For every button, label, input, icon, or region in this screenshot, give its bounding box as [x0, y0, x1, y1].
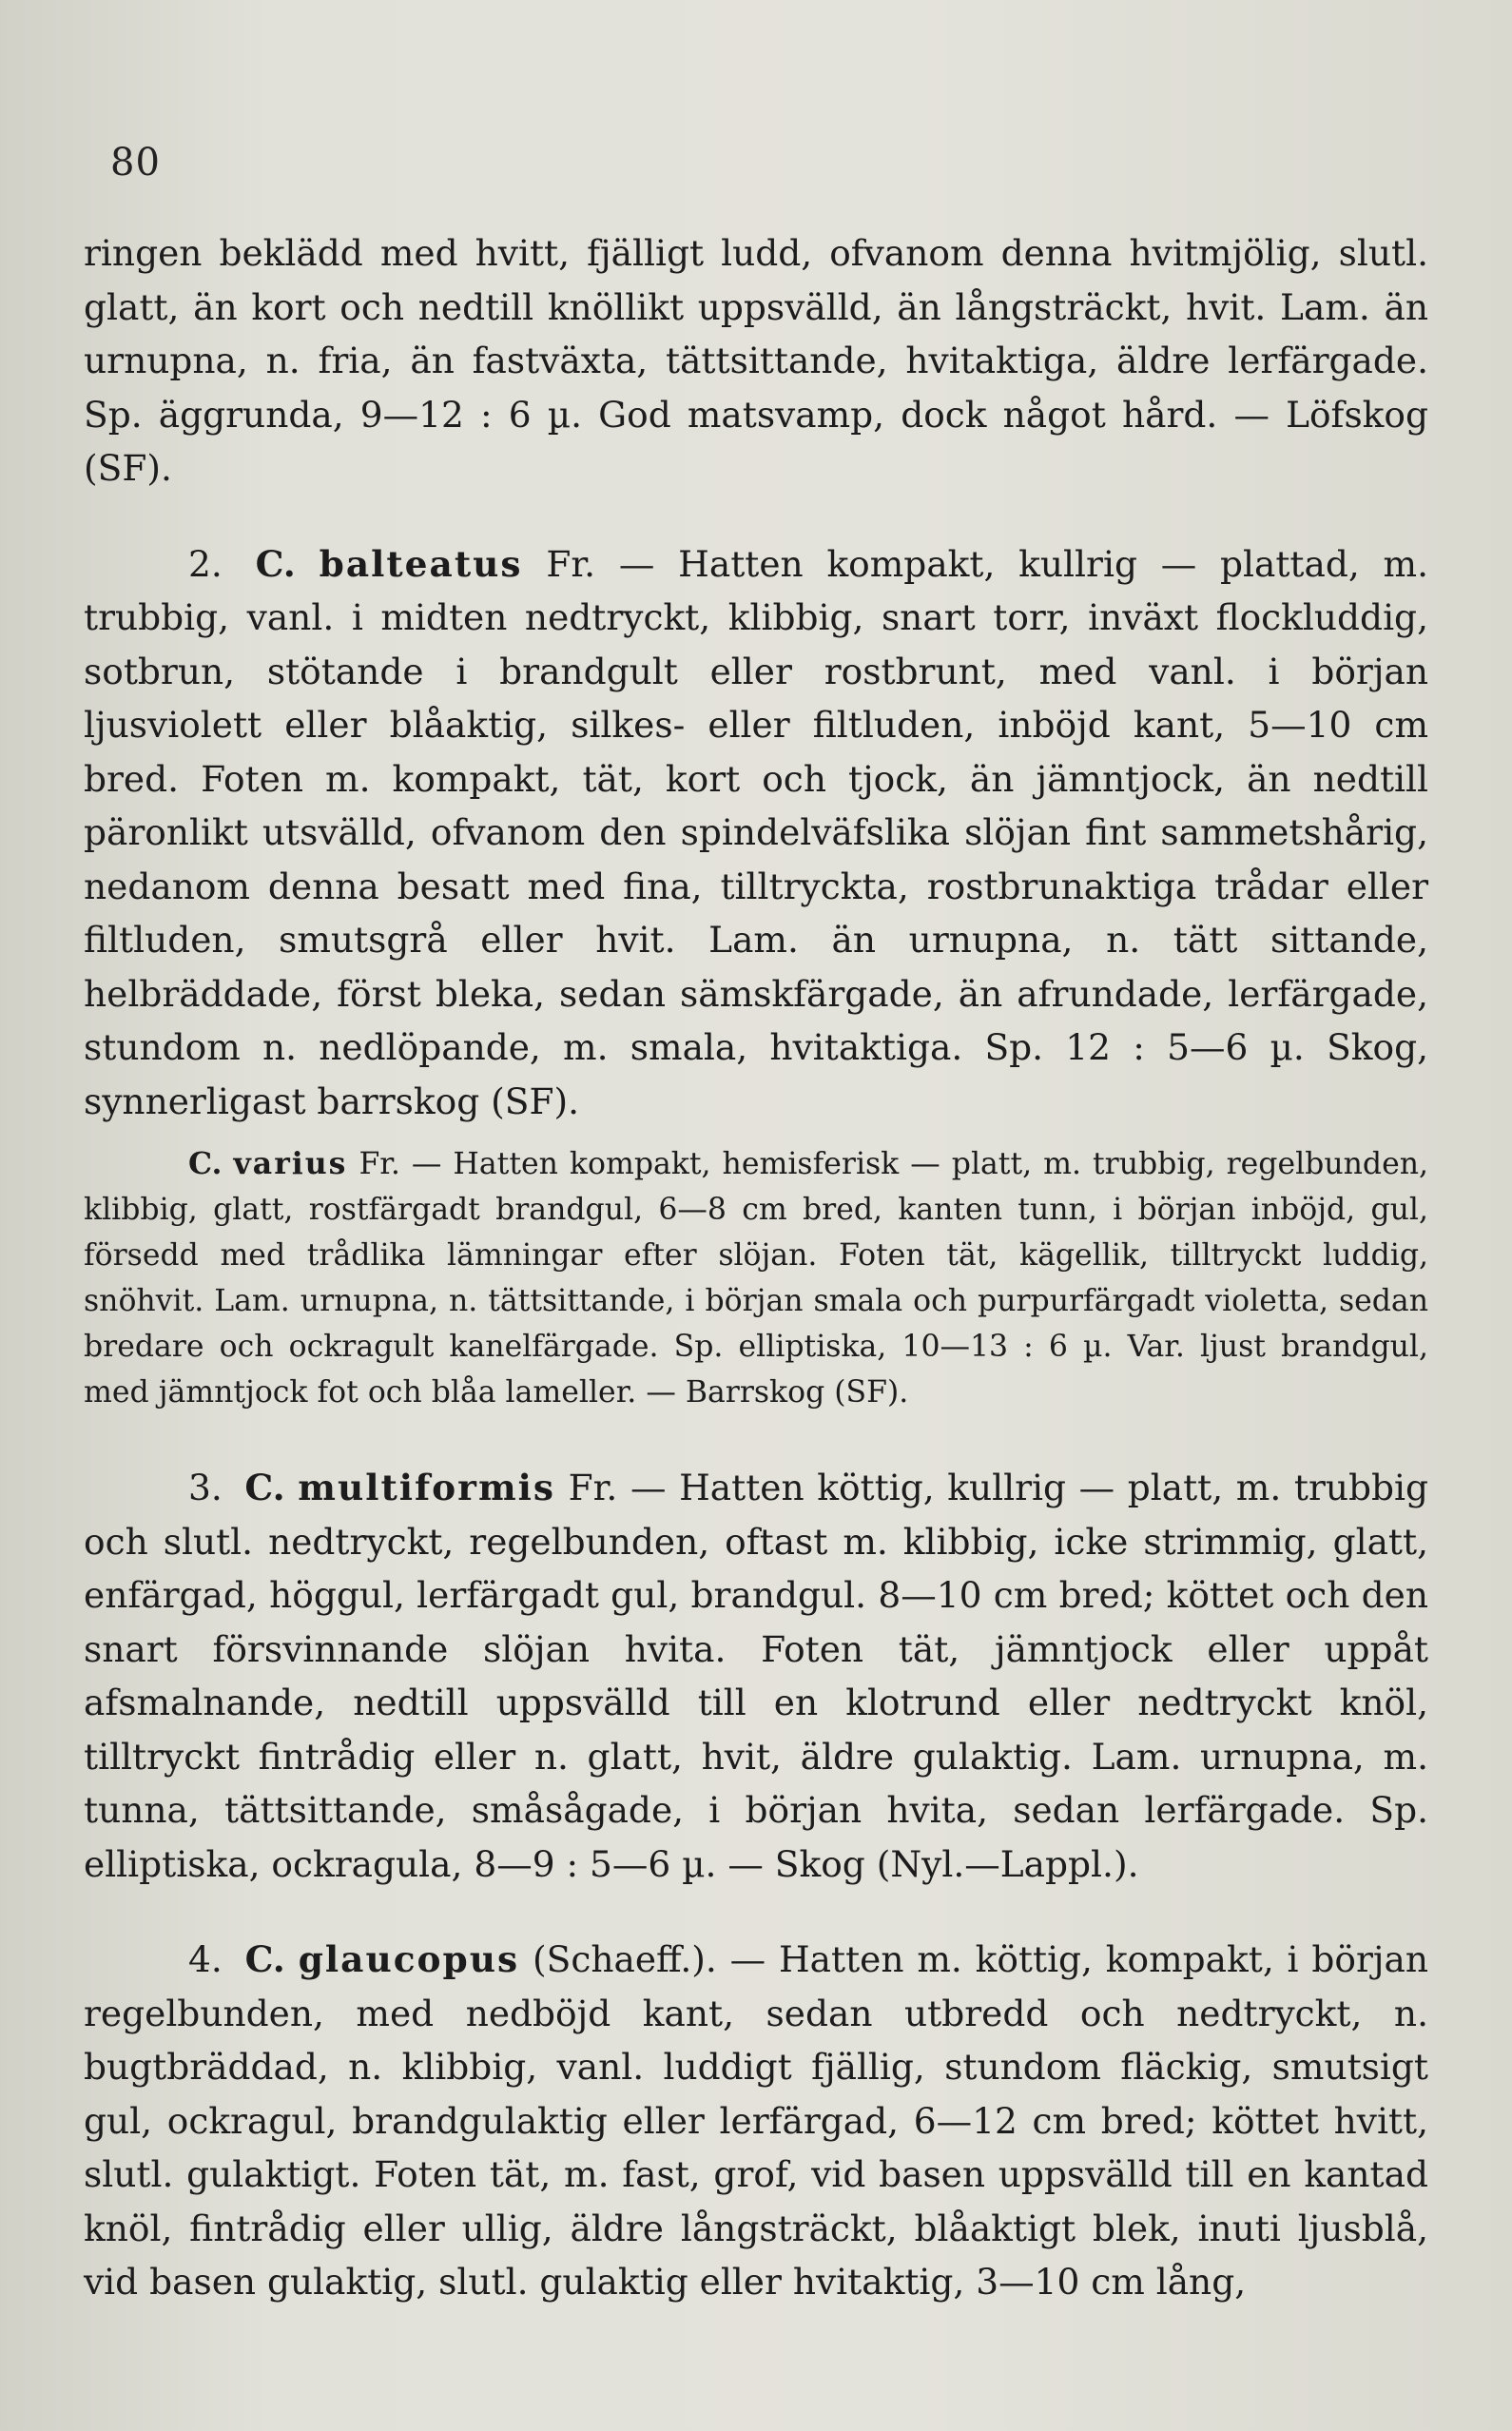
- genus-name: C.: [188, 1146, 223, 1181]
- entry-text: — Hatten köttig, kullrig — platt, m. trubbig och slutl. nedtryckt, regelbunden, oftast m. klibbig, icke strimmig, glatt, enfärgad, höggul, lerfärgadt gul, brandgul. 8—10 cm bred; köttet och den snart försvinnande slöjan hvita. Foten tät, jämntjock eller uppåt afsmalnande, nedtill uppsvälld till en klotrund eller nedtryckt knöl, tilltryckt fintrådig eller n. glatt, hvit, äldre gulaktig. Lam. urnupna, m. tunna, tättsittande, småsågade, i början hvita, sedan lerfärgade. Sp. elliptiska, ockragula, 8—9 : 5—6 µ. — Skog (Nyl.—Lappl.).: [84, 1467, 1429, 1885]
- entry-text: — Hatten kompakt, hemisferisk — platt, m. trubbig, regelbunden, klibbig, glatt, rostfärgadt brandgul, 6—8 cm bred, kanten tunn, i början inböjd, gul, försedd med trådlika lämningar efter slöjan. Foten tät, kägellik, tilltryckt luddig, snöhvit. Lam. urnupna, n. tättsittande, i början smala och purpurfärgadt violetta, sedan bredare och ockragult kanelfärgade. Sp. elliptiska, 10—13 : 6 µ. Var. ljust brandgul, med jämntjock fot och blåa lameller. — Barrskog (SF).: [84, 1147, 1429, 1410]
- entry-number: 3.: [188, 1467, 223, 1508]
- entry-text: — Hatten m. köttig, kompakt, i början regelbunden, med nedböjd kant, sedan utbredd och nedtryckt, n. bugtbräddad, n. klibbig, vanl. luddigt fjällig, stundom fläckig, smutsigt gul, ockragul, brandgulaktig eller lerfärgad, 6—12 cm bred; köttet hvitt, slutl. gulaktigt. Foten tät, m. fast, grof, vid basen uppsvälld till en kantad knöl, fintrådig eller ullig, äldre långsträckt, blåaktigt blek, inuti ljusblå, vid basen gulaktig, slutl. gulaktig eller hvitaktig, 3—10 cm lång,: [84, 1938, 1429, 2303]
- entry-number: 2.: [188, 542, 223, 585]
- text-block: [84, 226, 1428, 2309]
- intro-paragraph: ringen beklädd med hvitt, fjälligt ludd, ofvanom denna hvitmjölig, slutl. glatt, än kort och nedtill knöllikt uppsvälld, än långsträckt, hvit. Lam. än urnupna, n. fria, än fastväxta, tättsittande, hvitaktiga, äldre lerfärgade. Sp. äggrunda, 9—12 : 6 µ. God matsvamp, dock något hård. — Löfskog (SF).: [84, 232, 1428, 489]
- entry-text: — Hatten kompakt, kullrig — plattad, m. trubbig, vanl. i midten nedtryckt, klibbig, snart torr, inväxt flockluddig, sotbrun, stötande i brandgult eller rostbrunt, med vanl. i början ljusviolett eller blåaktig, silkes- eller filtluden, inböjd kant, 5—10 cm bred. Foten m. kompakt, tät, kort och tjock, än jämntjock, än nedtill päronlikt utsvälld, ofvanom den spindelväfslika slöjan fint sammetshårig, nedanom denna besatt med fina, tilltryckta, rostbrunaktiga trådar eller filtluden, smutsgrå eller hvit. Lam. än urnupna, n. tätt sittande, helbräddade, först bleka, sedan sämskfärgade, än afrundade, lerfärgade, stundom n. nedlöpande, m. smala, hvitaktiga. Sp. 12 : 5—6 µ. Skog, synnerligast barrskog (SF).: [84, 542, 1429, 1122]
- entry-multiformis: [84, 1461, 1428, 1891]
- entry-number: 4.: [188, 1938, 223, 1980]
- author-name: Fr.: [568, 1467, 618, 1508]
- species-name: balteatus: [319, 542, 523, 585]
- species-name: glaucopus: [298, 1938, 520, 1980]
- entry-glaucopus: [84, 1933, 1428, 2309]
- author-name: Fr.: [546, 542, 596, 585]
- page-number: 80: [110, 141, 161, 185]
- genus-name: C.: [255, 542, 296, 585]
- entry-varius: [84, 1141, 1428, 1415]
- author-name: (Schaeff.).: [533, 1938, 717, 1980]
- species-name: varius: [233, 1146, 348, 1181]
- genus-name: C.: [244, 1938, 285, 1980]
- genus-name: C.: [244, 1467, 285, 1508]
- author-name: Fr.: [359, 1147, 400, 1181]
- entry-balteatus: [84, 537, 1428, 1129]
- species-name: multiformis: [298, 1467, 555, 1508]
